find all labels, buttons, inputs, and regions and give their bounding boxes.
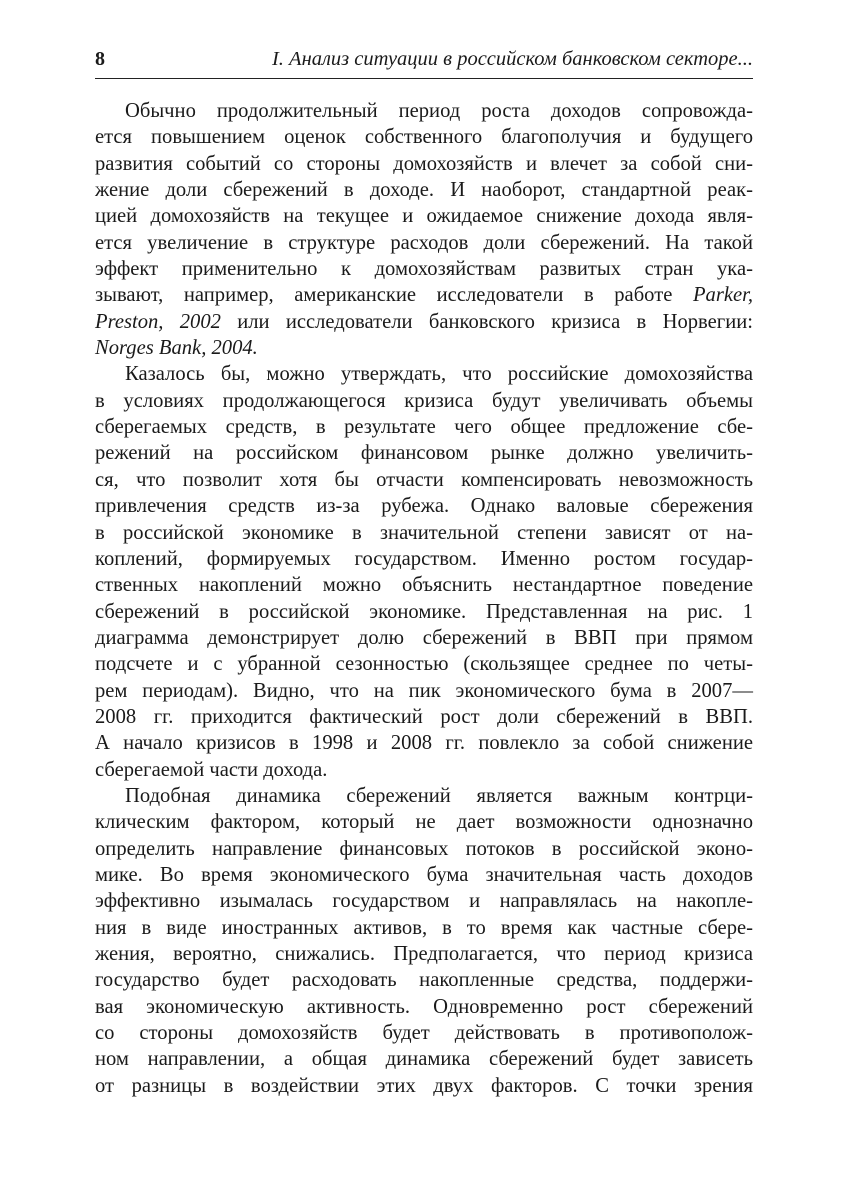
- citation: Preston, 2002: [95, 310, 221, 333]
- text-line: в условиях продолжающегося кризиса будут увеличивать объемы: [95, 389, 753, 412]
- text-line: эффективно изымалась государством и направлялась на накопле-: [95, 890, 753, 913]
- text-line: [95, 282, 753, 308]
- text-line: ном направлении, а общая динамика сбережений будет зависеть: [95, 1048, 753, 1071]
- text-line: клическим фактором, который не дает возможности однозначно: [95, 811, 753, 834]
- text-line: сбережений в российской экономике. Представленная на рис. 1: [95, 600, 753, 623]
- text-line-segment: зывают, например, американские исследователи в работе: [95, 284, 693, 307]
- text-line: 2008 гг. приходится фактический рост доли сбережений в ВВП.: [95, 705, 753, 728]
- text-line: в российской экономике в значительной степени зависят от на-: [95, 521, 753, 544]
- text-line: сберегаемой части дохода.: [95, 758, 328, 781]
- body-text: [95, 98, 753, 1099]
- text-line: определить направление финансовых потоков в российской эконо-: [95, 837, 753, 860]
- text-line: ется увеличение в структуре расходов доли сбережений. На такой: [95, 231, 753, 254]
- text-line: подсчете и с убранной сезонностью (скользящее среднее по четы-: [95, 653, 753, 676]
- text-line: эффект применительно к домохозяйствам развитых стран ука-: [95, 258, 753, 281]
- text-line: Подобная динамика сбережений является важным контрци-: [125, 784, 753, 807]
- text-line: жения, вероятно, снижались. Предполагается, что период кризиса: [95, 943, 753, 965]
- text-line: диаграмма демонстрирует долю сбережений в ВВП при прямом: [95, 626, 753, 649]
- paragraph-3: [95, 783, 753, 1099]
- text-line: от разницы в воздействии этих двух факторов. С точки зрения: [95, 1074, 753, 1097]
- text-line: цией домохозяйств на текущее и ожидаемое снижение дохода явля-: [95, 205, 753, 228]
- text-line: сберегаемых средств, в результате чего общее предложение сбе-: [95, 416, 753, 439]
- text-line: ется повышением оценок собственного благополучия и будущего: [95, 126, 753, 149]
- paragraph-1: [95, 98, 753, 361]
- text-line: А начало кризисов в 1998 и 2008 гг. повлекло за собой снижение: [95, 732, 753, 755]
- text-line: ственных накоплений можно объяснить нестандартное поведение: [95, 574, 753, 597]
- text-line: мике. Во время экономического бума значительная часть доходов: [95, 863, 753, 886]
- page-number: 8: [95, 48, 105, 70]
- text-line-segment: или исследователи банковского кризиса в Норвегии:: [220, 310, 753, 333]
- text-line: ся, что позволит хотя бы отчасти компенсировать невозможность: [95, 468, 753, 491]
- text-line: ния в виде иностранных активов, в то время как частные сбере-: [95, 916, 753, 939]
- citation: Parker,: [692, 284, 753, 307]
- text-line: рем периодам). Видно, что на пик экономического бума в 2007—: [95, 679, 753, 702]
- page-header: [95, 44, 753, 79]
- text-line: коплений, формируемых государством. Именно ростом государ-: [95, 547, 753, 570]
- text-line: со стороны домохозяйств будет действовать в противополож-: [95, 1022, 753, 1045]
- paragraph-2: [95, 361, 753, 783]
- running-title: I. Анализ ситуации в российском банковском секторе...: [271, 48, 753, 70]
- text-line: режений на российском финансовом рынке должно увеличить-: [95, 442, 753, 465]
- text-line: привлечения средств из-за рубежа. Однако валовые сбережения: [95, 495, 753, 518]
- text-line: Казалось бы, можно утверждать, что российские домохозяйства: [125, 363, 753, 386]
- text-line: вая экономическую активность. Одновременно рост сбережений: [95, 995, 753, 1018]
- text-line: жение доли сбережений в доходе. И наоборот, стандартной реак-: [95, 179, 753, 202]
- text-line: государство будет расходовать накопленные средства, поддержи-: [95, 969, 753, 992]
- text-line: [95, 309, 753, 335]
- text-line: развития событий со стороны домохозяйств и влечет за собой сни-: [95, 152, 753, 175]
- citation: Norges Bank, 2004.: [95, 337, 258, 360]
- text-line: Обычно продолжительный период роста доходов сопровожда-: [125, 100, 753, 122]
